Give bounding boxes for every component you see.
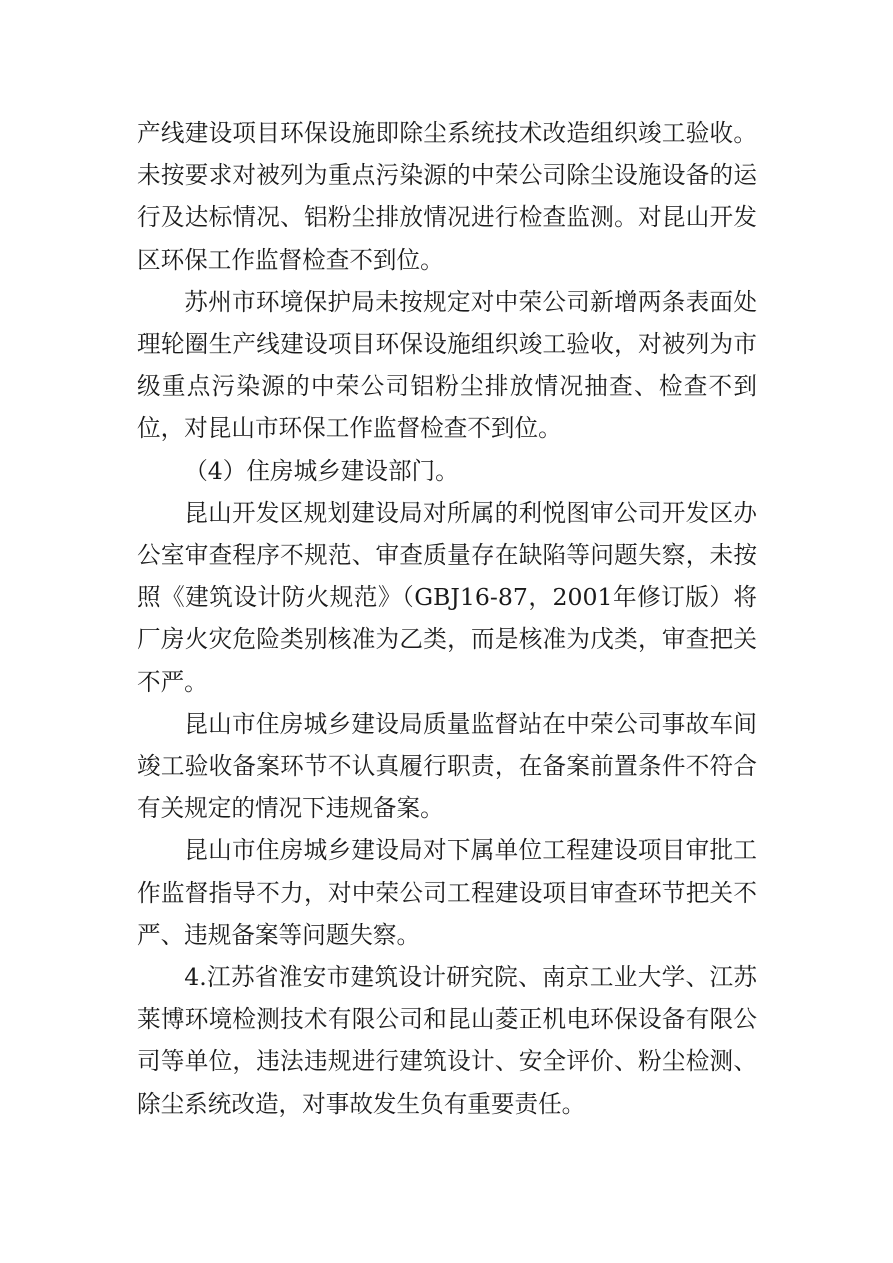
paragraph-quality-supervision-station: 昆山市住房城乡建设局质量监督站在中荣公司事故车间竣工验收备案环节不认真履行职责，在备案前置条件不符合有关规定的情况下违规备案。 [137,709,757,823]
paragraph-kunshan-housing-bureau: 昆山市住房城乡建设局对下属单位工程建设项目审批工作监督指导不力，对中荣公司工程建设项目审查环节把关不严、违规备案等问题失察。 [137,836,757,949]
paragraph-suzhou-epb: 苏州市环境保护局未按规定对中荣公司新增两条表面处理轮圈生产线建设项目环保设施组织竣工验收，对被列为市级重点污染源的中荣公司铝粉尘排放情况抽查、检查不到位，对昆山市环保工作监督检查不到位。 [137,287,757,443]
section-heading-housing-construction: （4）住房城乡建设部门。 [184,456,459,485]
paragraph-kunshan-planning-bureau: 昆山开发区规划建设局对所属的利悦图审公司开发区办公室审查程序不规范、审查质量存在缺陷等问题失察，未按照《建筑设计防火规范》（GBJ16-87，2001年修订版）将厂房火灾危险类别核准为乙类，而是核准为戊类，审查把关不严。 [137,498,757,696]
document-body [137,112,757,1125]
paragraph-environmental-inspection: 产线建设项目环保设施即除尘系统技术改造组织竣工验收。未按要求对被列为重点污染源的中荣公司除尘设施设备的运行及达标情况、铝粉尘排放情况进行检查监测。对昆山开发区环保工作监督检查不到位。 [137,119,757,274]
paragraph-design-institutes: 4.江苏省淮安市建筑设计研究院、南京工业大学、江苏莱博环境检测技术有限公司和昆山菱正机电环保设备有限公司等单位，违法违规进行建筑设计、安全评价、粉尘检测、除尘系统改造，对事故发生负有重要责任。 [137,963,757,1118]
